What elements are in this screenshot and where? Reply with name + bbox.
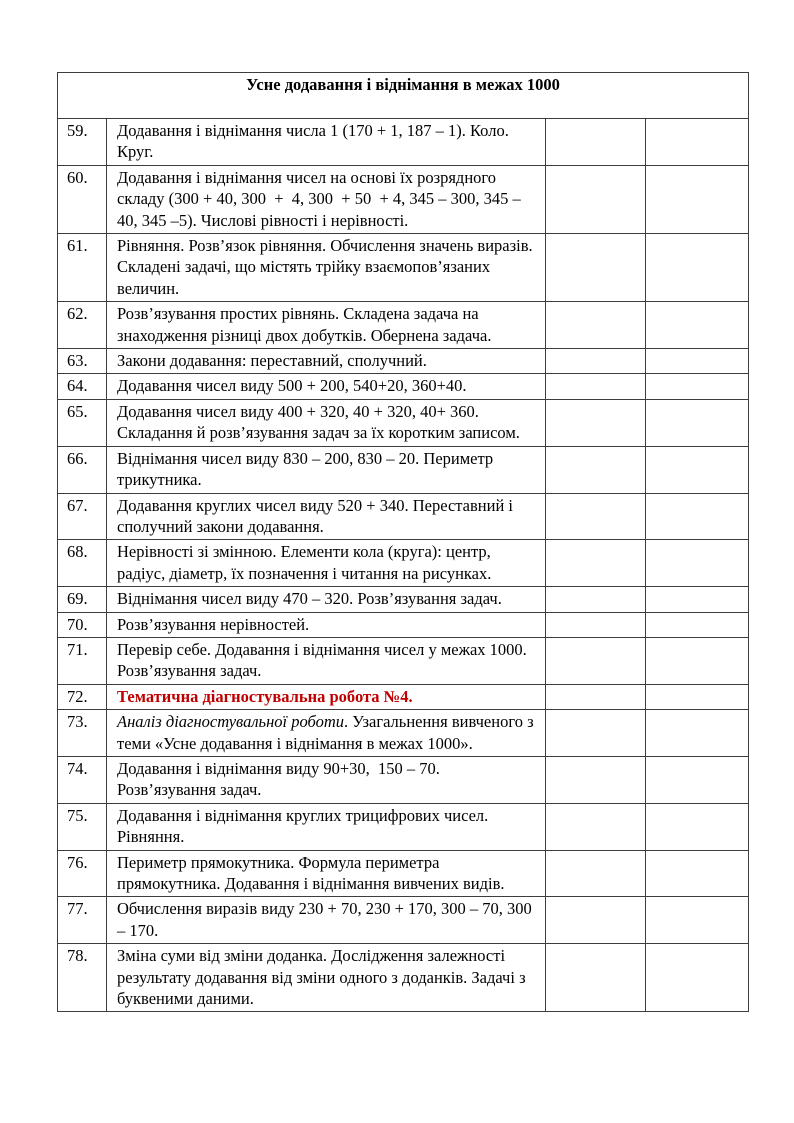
empty-cell bbox=[546, 944, 646, 1012]
table-row bbox=[58, 446, 749, 493]
empty-cell bbox=[646, 897, 749, 944]
empty-cell bbox=[546, 399, 646, 446]
empty-cell bbox=[546, 897, 646, 944]
table-row bbox=[58, 165, 749, 233]
table-row bbox=[58, 493, 749, 540]
empty-cell bbox=[546, 803, 646, 850]
lesson-description: Закони додавання: переставний, сполучний. bbox=[107, 349, 546, 374]
empty-cell bbox=[646, 850, 749, 897]
lesson-description: Перевір себе. Додавання і віднімання чисел у межах 1000. Розв’язування задач. bbox=[107, 637, 546, 684]
empty-cell bbox=[646, 803, 749, 850]
lesson-description: Віднімання чисел виду 470 – 320. Розв’язування задач. bbox=[107, 587, 546, 612]
empty-cell bbox=[646, 944, 749, 1012]
empty-cell bbox=[546, 302, 646, 349]
lesson-description: Рівняння. Розв’язок рівняння. Обчислення значень виразів. Складені задачі, що містять трійку взаємопов’язаних величин. bbox=[107, 234, 546, 302]
table-row bbox=[58, 612, 749, 637]
table-row bbox=[58, 710, 749, 757]
empty-cell bbox=[646, 399, 749, 446]
table-row bbox=[58, 119, 749, 166]
empty-cell bbox=[646, 710, 749, 757]
empty-cell bbox=[546, 587, 646, 612]
lesson-description: Нерівності зі змінною. Елементи кола (круга): центр, радіус, діаметр, їх позначення і читання на рисунках. bbox=[107, 540, 546, 587]
lesson-description: Додавання чисел виду 500 + 200, 540+20, 360+40. bbox=[107, 374, 546, 399]
table-row bbox=[58, 234, 749, 302]
table-row bbox=[58, 587, 749, 612]
lesson-description: Віднімання чисел виду 830 – 200, 830 – 20. Периметр трикутника. bbox=[107, 446, 546, 493]
empty-cell bbox=[546, 710, 646, 757]
italic-phrase: Аналіз діагностувальної роботи bbox=[117, 712, 344, 732]
section-title: Усне додавання і віднімання в межах 1000 bbox=[58, 73, 749, 119]
empty-cell bbox=[546, 119, 646, 166]
table-row bbox=[58, 944, 749, 1012]
empty-cell bbox=[546, 349, 646, 374]
lesson-number: 65. bbox=[58, 399, 107, 446]
empty-cell bbox=[546, 165, 646, 233]
empty-cell bbox=[546, 684, 646, 709]
lesson-description: Додавання і віднімання чисел на основі їх розрядного складу (300 + 40, 300 + 4, 300 + 50 + 4, 345 – 300, 345 – 40, 345 –5). Числові рівності і нерівності. bbox=[107, 165, 546, 233]
lesson-number: 59. bbox=[58, 119, 107, 166]
lesson-plan-table bbox=[57, 72, 749, 1012]
lesson-number: 62. bbox=[58, 302, 107, 349]
lesson-number: 66. bbox=[58, 446, 107, 493]
table-header-row bbox=[58, 73, 749, 119]
lesson-number: 64. bbox=[58, 374, 107, 399]
lesson-description: Додавання і віднімання числа 1 (170 + 1, 187 – 1). Коло. Круг. bbox=[107, 119, 546, 166]
lesson-number: 76. bbox=[58, 850, 107, 897]
lesson-description-rest: . Узагальнення вивченого з теми «Усне додавання і віднімання в межах 1000». bbox=[117, 712, 538, 753]
lesson-description bbox=[107, 710, 546, 757]
table-row bbox=[58, 897, 749, 944]
table-row-diagnostic-work bbox=[58, 684, 749, 709]
empty-cell bbox=[646, 302, 749, 349]
empty-cell bbox=[646, 756, 749, 803]
empty-cell bbox=[546, 850, 646, 897]
lesson-description: Розв’язування простих рівнянь. Складена задача на знаходження різниці двох добутків. Обернена задача. bbox=[107, 302, 546, 349]
empty-cell bbox=[646, 374, 749, 399]
lesson-description: Периметр прямокутника. Формула периметра прямокутника. Додавання і віднімання вивчених видів. bbox=[107, 850, 546, 897]
lesson-description: Розв’язування нерівностей. bbox=[107, 612, 546, 637]
empty-cell bbox=[546, 493, 646, 540]
table-row bbox=[58, 803, 749, 850]
lesson-number: 73. bbox=[58, 710, 107, 757]
empty-cell bbox=[546, 612, 646, 637]
lesson-description: Додавання і віднімання виду 90+30, 150 – 70. Розв’язування задач. bbox=[107, 756, 546, 803]
lesson-number: 70. bbox=[58, 612, 107, 637]
lesson-number: 69. bbox=[58, 587, 107, 612]
lesson-number: 78. bbox=[58, 944, 107, 1012]
table-row bbox=[58, 399, 749, 446]
empty-cell bbox=[646, 540, 749, 587]
lesson-number: 74. bbox=[58, 756, 107, 803]
lesson-number: 63. bbox=[58, 349, 107, 374]
lesson-number: 68. bbox=[58, 540, 107, 587]
empty-cell bbox=[646, 446, 749, 493]
lesson-description: Зміна суми від зміни доданка. Дослідження залежності результату додавання від зміни одного з доданків. Задачі з буквеними даними. bbox=[107, 944, 546, 1012]
table-row bbox=[58, 540, 749, 587]
empty-cell bbox=[646, 234, 749, 302]
empty-cell bbox=[546, 637, 646, 684]
empty-cell bbox=[546, 540, 646, 587]
lesson-description: Додавання і віднімання круглих трицифрових чисел. Рівняння. bbox=[107, 803, 546, 850]
empty-cell bbox=[646, 165, 749, 233]
empty-cell bbox=[646, 612, 749, 637]
lesson-number: 71. bbox=[58, 637, 107, 684]
empty-cell bbox=[546, 756, 646, 803]
empty-cell bbox=[546, 446, 646, 493]
empty-cell bbox=[646, 587, 749, 612]
table-row bbox=[58, 374, 749, 399]
lesson-number: 61. bbox=[58, 234, 107, 302]
lesson-number: 60. bbox=[58, 165, 107, 233]
lesson-description: Тематична діагностувальна робота №4. bbox=[107, 684, 546, 709]
lesson-description: Додавання чисел виду 400 + 320, 40 + 320, 40+ 360. Складання й розв’язування задач за їх коротким записом. bbox=[107, 399, 546, 446]
empty-cell bbox=[646, 637, 749, 684]
empty-cell bbox=[546, 234, 646, 302]
lesson-description: Додавання круглих чисел виду 520 + 340. Переставний і сполучний закони додавання. bbox=[107, 493, 546, 540]
table-row bbox=[58, 637, 749, 684]
lesson-number: 77. bbox=[58, 897, 107, 944]
empty-cell bbox=[546, 374, 646, 399]
table-row bbox=[58, 302, 749, 349]
table-row bbox=[58, 850, 749, 897]
lesson-number: 67. bbox=[58, 493, 107, 540]
empty-cell bbox=[646, 493, 749, 540]
table-row bbox=[58, 349, 749, 374]
empty-cell bbox=[646, 349, 749, 374]
table-row bbox=[58, 756, 749, 803]
empty-cell bbox=[646, 684, 749, 709]
lesson-number: 75. bbox=[58, 803, 107, 850]
empty-cell bbox=[646, 119, 749, 166]
lesson-description: Обчислення виразів виду 230 + 70, 230 + 170, 300 – 70, 300 – 170. bbox=[107, 897, 546, 944]
lesson-number: 72. bbox=[58, 684, 107, 709]
